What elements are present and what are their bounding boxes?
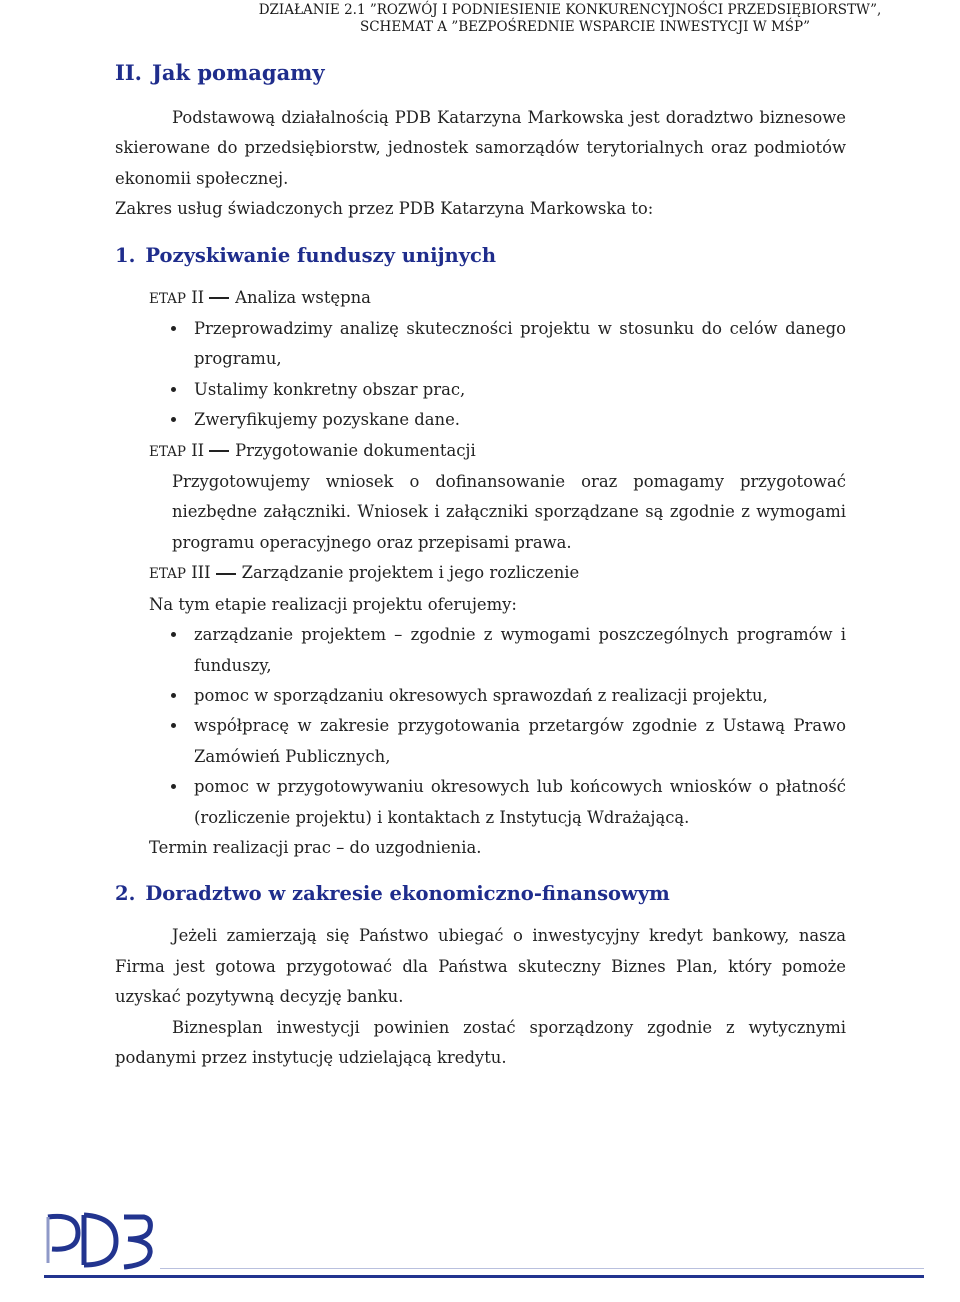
list-item: Zweryfikujemy pozyskane dane.	[194, 405, 846, 435]
list-item: zarządzanie projektem – zgodnie z wymogami poszczególnych programów i funduszy,	[194, 620, 846, 681]
intro-paragraph-2: Zakres usług świadczonych przez PDB Katarzyna Markowska to:	[115, 199, 654, 219]
etap-roman: II	[191, 287, 205, 307]
bullet-icon	[171, 723, 176, 728]
etap-management-intro: Na tym etapie realizacji projektu oferujemy:	[149, 594, 517, 614]
etap-roman: III	[191, 563, 211, 583]
bullet-icon	[171, 326, 176, 331]
etap-tag: ETAP	[149, 443, 186, 460]
bullet-icon	[171, 387, 176, 392]
bullet-icon	[171, 784, 176, 789]
etap-documentation-heading	[115, 436, 846, 467]
etap-label: Analiza wstępna	[235, 287, 371, 307]
list-item: pomoc w sporządzaniu okresowych sprawozdań z realizacji projektu,	[194, 681, 846, 711]
heading-funds	[115, 239, 846, 272]
etap-tag: ETAP	[149, 566, 186, 583]
advisory-paragraph-1: Jeżeli zamierzają się Państwo ubiegać o inwestycyjny kredyt bankowy, nasza Firma jest gotowa przygotować dla Państwa skuteczny Biznes Plan, który pomoże uzyskać pozytywną decyzję banku.	[115, 926, 846, 1007]
footer-rule-thin	[160, 1268, 924, 1269]
etap-tag: ETAP	[149, 290, 186, 307]
list-item: współpracę w zakresie przygotowania przetargów zgodnie z Ustawą Prawo Zamówień Publicznych,	[194, 711, 846, 772]
section-title: Jak pomagamy	[151, 60, 325, 85]
dash-separator	[209, 297, 229, 299]
etap-analysis-list	[115, 314, 846, 436]
list-item: Przeprowadzimy analizę skuteczności projektu w stosunku do celów danego programu,	[194, 314, 846, 375]
etap-roman: II	[191, 440, 205, 460]
heading-advisory-title: Doradztwo w zakresie ekonomiczno-finansowym	[145, 882, 670, 906]
etap-documentation-text: Przygotowujemy wniosek o dofinansowanie oraz pomagamy przygotować niezbędne załączniki. Wniosek i załączniki sporządzane są zgodnie z wymogami programu operacyjnego oraz przepisami prawa.	[172, 472, 846, 552]
list-item: Ustalimy konkretny obszar prac,	[194, 375, 846, 405]
section-heading	[115, 56, 846, 89]
list-item: pomoc w przygotowywaniu okresowych lub końcowych wniosków o płatność (rozliczenie projektu) i kontaktach z Instytucją Wdrażającą.	[194, 772, 846, 833]
etap-label: Przygotowanie dokumentacji	[235, 440, 476, 460]
heading-funds-title: Pozyskiwanie funduszy unijnych	[145, 243, 497, 267]
etap-management-list	[115, 620, 846, 833]
bullet-icon	[171, 417, 176, 422]
bullet-icon	[171, 632, 176, 637]
heading-advisory	[115, 877, 846, 910]
page-content	[115, 56, 846, 1073]
heading-funds-number: 1.	[115, 243, 136, 267]
pdb-logo	[44, 1205, 154, 1275]
header-line-1: DZIAŁANIE 2.1 ”ROZWÓJ I PODNIESIENIE KONKURENCYJNOŚCI PRZEDSIĘBIORSTW”,	[258, 2, 882, 18]
etap-analysis-heading	[115, 283, 846, 314]
bullet-icon	[171, 693, 176, 698]
footer-rule	[44, 1275, 924, 1278]
dash-separator	[209, 450, 229, 452]
advisory-paragraph-2: Biznesplan inwestycji powinien zostać sporządzony zgodnie z wytycznymi podanymi przez instytucję udzielającą kredytu.	[115, 1017, 846, 1067]
etap-label: Zarządzanie projektem i jego rozliczenie	[241, 563, 580, 583]
etap-management-heading	[115, 558, 846, 589]
running-header	[220, 2, 920, 36]
pdb-logo-graphic	[44, 1205, 154, 1275]
header-line-2: SCHEMAT A ”BEZPOŚREDNIE WSPARCIE INWESTYCJI W MŚP”	[359, 19, 811, 35]
dash-separator	[216, 573, 236, 575]
termin-text: Termin realizacji prac – do uzgodnienia.	[149, 837, 482, 857]
intro-paragraph: Podstawową działalnością PDB Katarzyna Markowska jest doradztwo biznesowe skierowane do przedsiębiorstw, jednostek samorządów terytorialnych oraz podmiotów ekonomii społecznej.	[115, 108, 846, 188]
section-number: II.	[115, 60, 142, 85]
heading-advisory-number: 2.	[115, 882, 136, 906]
